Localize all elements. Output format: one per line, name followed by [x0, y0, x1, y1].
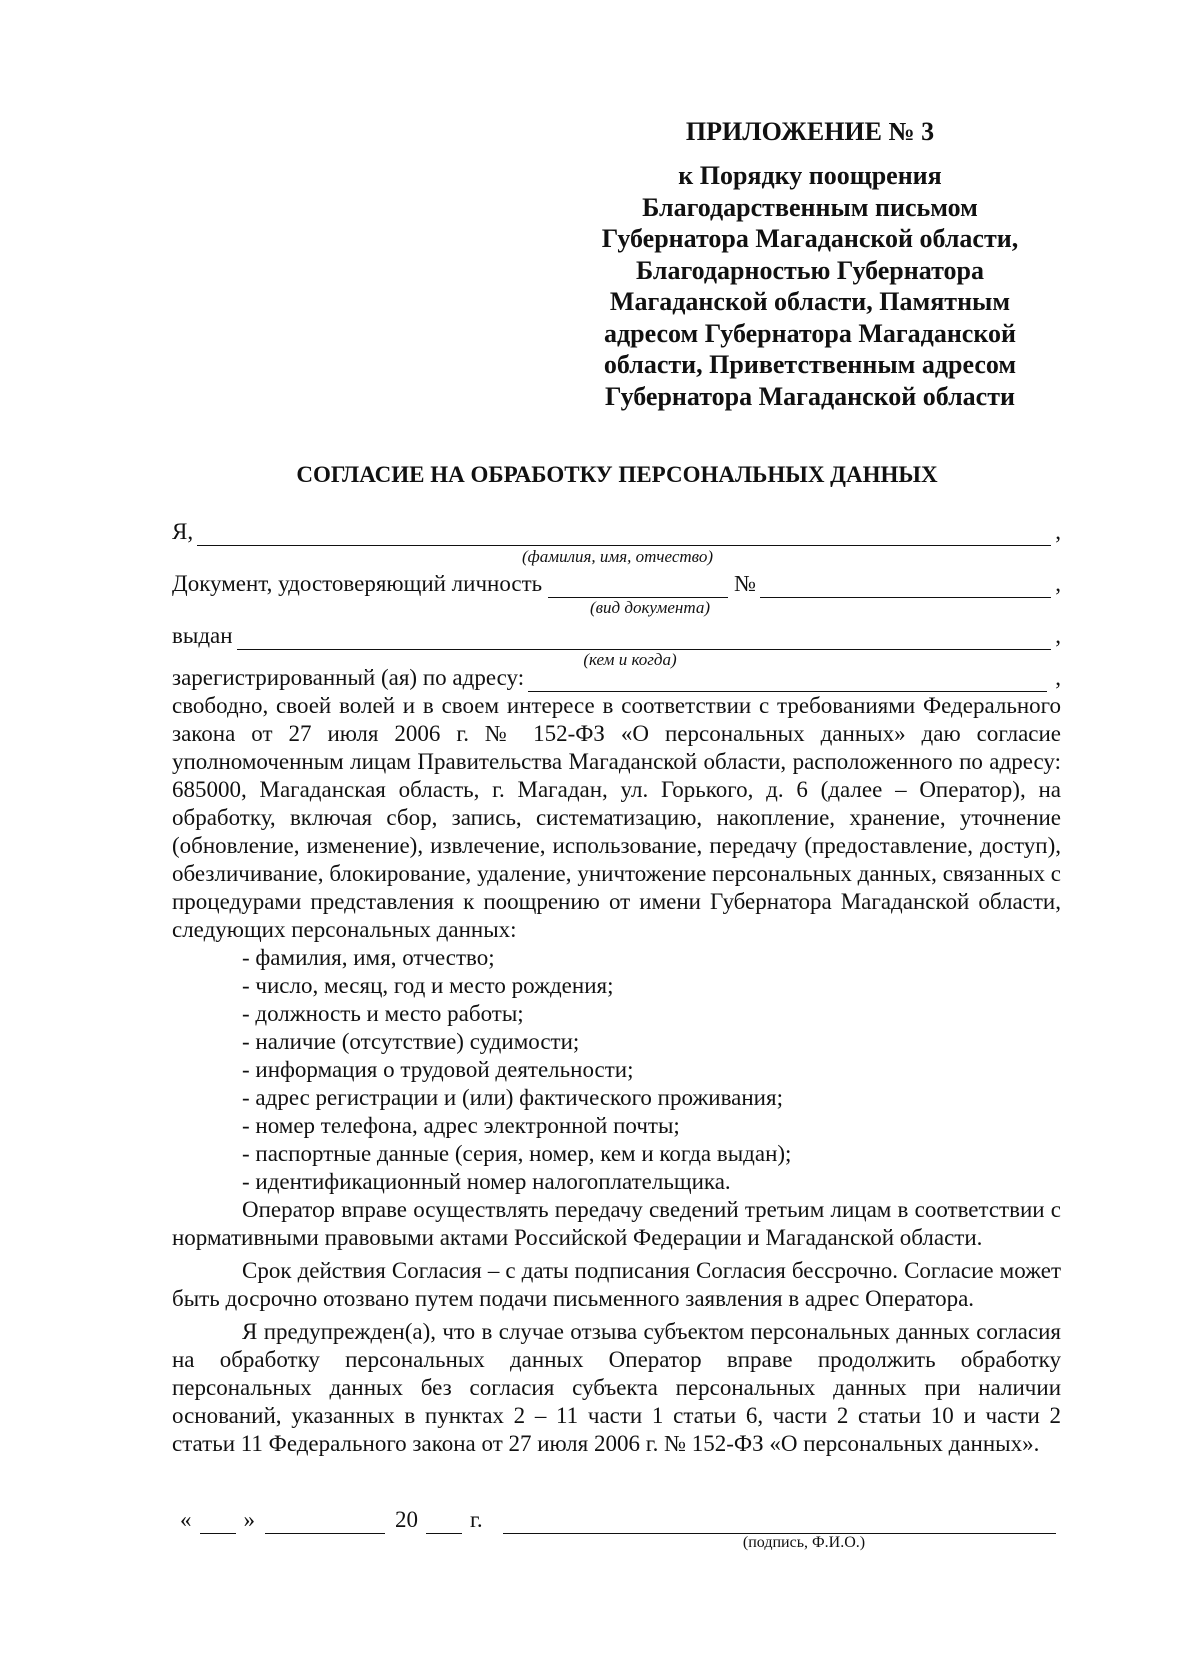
appendix-line: Губернатора Магаданской области, [601, 224, 1019, 253]
list-item: - фамилия, имя, отчество; [242, 945, 495, 970]
list-item: - идентификационный номер налогоплательщика. [242, 1169, 731, 1194]
issued-label: выдан [172, 623, 233, 648]
list-item: - номер телефона, адрес электронной почты; [242, 1113, 680, 1138]
document-number-field[interactable] [760, 575, 1051, 598]
issued-by-field[interactable] [237, 627, 1052, 650]
date-quote-close: » [243, 1507, 255, 1532]
document-label: Документ, удостоверяющий личность [172, 571, 543, 596]
appendix-line: к Порядку поощрения [678, 161, 942, 190]
list-item: - должность и место работы; [242, 1001, 524, 1026]
address-field[interactable] [528, 669, 1047, 692]
validity-paragraph: Срок действия Согласия – с даты подписания Согласия бессрочно. Согласие может быть досрочно отозвано путем подачи письменного заявления в адрес Оператора. [172, 1258, 1061, 1311]
withdrawal-paragraph: Я предупрежден(а), что в случае отзыва субъектом персональных данных согласия на обработку персональных данных Оператор вправе продолжить обработку персональных данных без согласия субъекта персональных данных при наличии оснований, указанных в пунктах 2 – 11 части 1 статьи 6, части 2 статьи 10 и части 2 статьи 11 Федерального закона от 27 июля 2006 г. № 152-ФЗ «О персональных данных». [172, 1319, 1061, 1456]
comma: , [1055, 519, 1061, 544]
list-item: - информация о трудовой деятельности; [242, 1057, 634, 1082]
appendix-line: Губернатора Магаданской области [605, 381, 1015, 411]
appendix-line: Благодарственным письмом [642, 192, 978, 222]
personal-data-list [172, 944, 1061, 1196]
issued-by-hint: (кем и когда) [583, 650, 677, 669]
third-party-paragraph: Оператор вправе осуществлять передачу сведений третьим лицам в соответствии с нормативными правовыми актами Российской Федерации и Магаданской области. [172, 1197, 1061, 1250]
comma: , [1055, 665, 1061, 690]
document-type-hint: (вид документа) [589, 598, 711, 617]
appendix-line: Благодарностью Губернатора [636, 255, 984, 285]
list-item: - число, месяц, год и место рождения; [242, 973, 614, 998]
month-field[interactable] [265, 1511, 385, 1534]
document-type-field[interactable] [548, 575, 728, 598]
signature-field[interactable] [503, 1511, 1056, 1534]
year-suffix: г. [470, 1507, 483, 1532]
appendix-line: области, Приветственным адресом [603, 350, 1017, 379]
address-label: зарегистрированный (ая) по адресу: [172, 665, 525, 690]
appendix-header [570, 116, 1050, 412]
year-prefix: 20 [395, 1507, 418, 1532]
signature-row [180, 1506, 1060, 1534]
comma: , [1055, 623, 1061, 648]
day-field[interactable] [200, 1511, 236, 1534]
comma: , [1055, 571, 1061, 596]
document-row [172, 570, 1061, 598]
date-quote-open: « [180, 1507, 192, 1532]
list-item: - наличие (отсутствие) судимости; [242, 1029, 580, 1054]
name-row [172, 518, 1061, 546]
name-label: Я, [172, 519, 194, 544]
appendix-line: адресом Губернатора Магаданской [604, 318, 1016, 348]
issued-row [172, 622, 1061, 650]
list-item: - паспортные данные (серия, номер, кем и когда выдан); [242, 1141, 792, 1166]
full-name-hint: (фамилия, имя, отчество) [522, 547, 713, 566]
full-name-field[interactable] [197, 523, 1051, 546]
document-number-label: № [734, 571, 757, 596]
list-item: - адрес регистрации и (или) фактического проживания; [242, 1085, 783, 1110]
signature-hint: (подпись, Ф.И.О.) [742, 1534, 866, 1551]
year-field[interactable] [426, 1511, 462, 1534]
address-row [172, 664, 1061, 692]
consent-body [172, 692, 1061, 1458]
appendix-line: Магаданской области, Памятным [609, 287, 1011, 316]
document-title: СОГЛАСИЕ НА ОБРАБОТКУ ПЕРСОНАЛЬНЫХ ДАННЫХ [296, 462, 938, 487]
appendix-title: ПРИЛОЖЕНИЕ № 3 [685, 117, 935, 146]
consent-intro: свободно, своей волей и в своем интересе в соответствии с требованиями Федерального закона от 27 июля 2006 г. № 152-ФЗ «О персональных данных» даю согласие уполномоченным лицам Правительства Магаданской области, расположенного по адресу: 685000, Магаданская область, г. Магадан, ул. Горького, д. 6 (далее – Оператор), на обработку, включая сбор, запись, систематизацию, накопление, хранение, уточнение (обновление, изменение), извлечение, использование, передачу (предоставление, доступ), обезличивание, блокирование, удаление, уничтожение персональных данных, связанных с процедурами представления к поощрению от имени Губернатора Магаданской области, следующих персональных данных: [172, 693, 1061, 942]
